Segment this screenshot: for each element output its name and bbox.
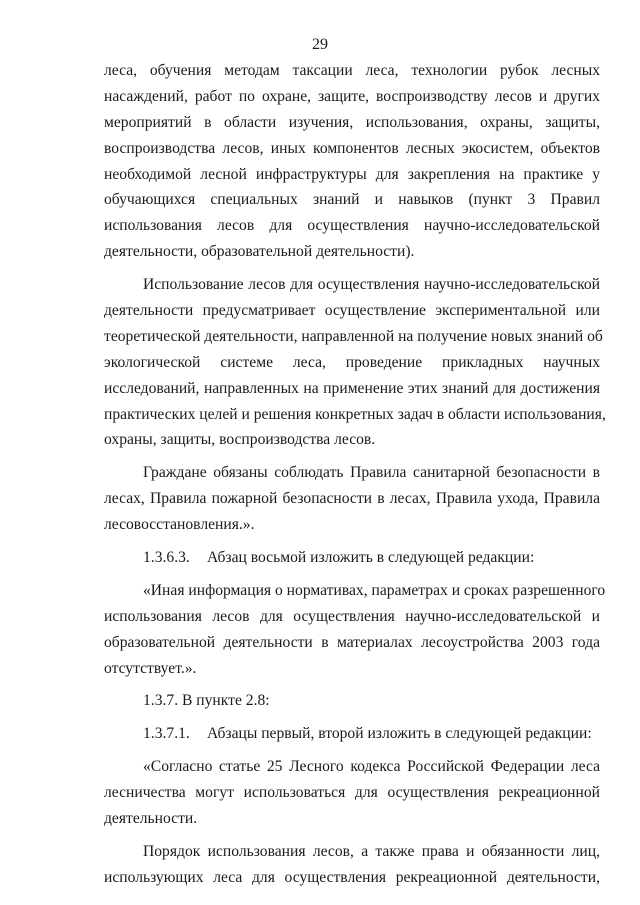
text-line: деятельности предусматривает осуществление экспериментальной или [104, 302, 600, 320]
text-line: образовательной деятельности в материалах лесоустройства 2003 года [104, 633, 600, 651]
paragraph-continuation [104, 58, 600, 265]
document-body [104, 58, 606, 891]
paragraph-citizens-obliged [104, 460, 600, 538]
paragraph-research-use [104, 272, 606, 453]
paragraph-article-25-quote [104, 754, 600, 832]
section-number: 1.3.6.3. [143, 549, 190, 567]
page-number: 29 [312, 36, 328, 53]
text-line: теоретической деятельности, направленной на получение новых знаний об [104, 327, 603, 345]
text-line: лесничества могут использоваться для осуществления рекреационной [104, 784, 600, 802]
section-text: Абзацы первый, второй изложить в следующей редакции: [207, 725, 592, 743]
text-line: Граждане обязаны соблюдать Правила санитарной безопасности в [143, 464, 600, 482]
text-line: использования лесов для осуществления научно-исследовательской [104, 217, 600, 235]
text-line: обучающихся специальных знаний и навыков (пункт 3 Правил [104, 191, 600, 209]
text-line: воспроизводства лесов, иных компонентов лесных экосистем, объектов [104, 139, 600, 157]
text-line: практических целей и решения конкретных задач в области использования, [104, 405, 606, 423]
text-line: Использование лесов для осуществления научно-исследовательской [143, 276, 600, 294]
section-heading-1-3-7 [104, 688, 600, 714]
text-line: деятельности, образовательной деятельности). [104, 243, 415, 261]
section-heading-1-3-7-1 [104, 721, 600, 747]
text-line: Порядок использования лесов, а также права и обязанности лиц, [143, 842, 600, 860]
section-text: Абзац восьмой изложить в следующей редакции: [207, 549, 535, 567]
paragraph-other-info-quote [104, 578, 606, 682]
text-line: исследований, направленных на применение этих знаний для достижения [104, 379, 600, 397]
text-line: использующих леса для осуществления рекреационной деятельности, [104, 868, 600, 886]
text-line: экологической системе леса, проведение прикладных научных [104, 353, 600, 371]
text-line: охраны, защиты, воспроизводства лесов. [104, 431, 376, 449]
text-line: деятельности. [104, 810, 198, 828]
text-line: лесах, Правила пожарной безопасности в лесах, Правила ухода, Правила [104, 490, 600, 508]
text-line: использования лесов для осуществления научно-исследовательской и [104, 607, 600, 625]
text-line: отсутствует.». [104, 659, 197, 677]
text-line: «Согласно статье 25 Лесного кодекса Российской Федерации леса [143, 758, 600, 776]
text-line: насаждений, работ по охране, защите, воспроизводству лесов и других [104, 87, 600, 105]
section-number: 1.3.7.1. [143, 725, 190, 743]
text-line: лесовосстановления.». [104, 516, 255, 534]
paragraph-procedure [104, 839, 600, 891]
text-line: «Иная информация о нормативах, параметрах и сроках разрешенного [143, 581, 606, 599]
text-line: мероприятий в области изучения, использования, охраны, защиты, [104, 113, 600, 131]
text-line: леса, обучения методам таксации леса, технологии рубок лесных [104, 62, 600, 79]
section-heading-1-3-6-3 [104, 545, 600, 571]
section-text: 1.3.7. В пункте 2.8: [143, 692, 270, 710]
text-line: необходимой лесной инфраструктуры для закрепления на практике у [104, 165, 600, 183]
